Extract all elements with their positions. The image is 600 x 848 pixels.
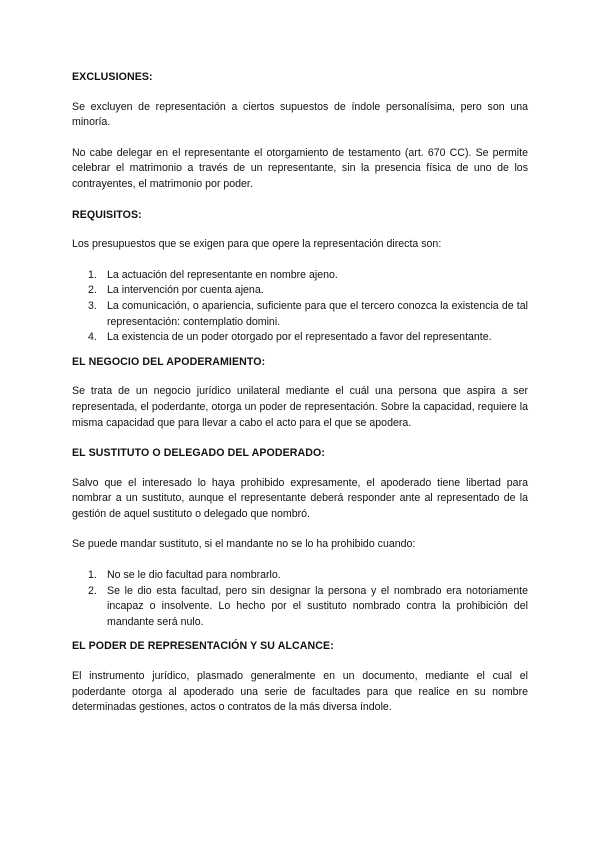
section-negocio-apoderamiento (72, 355, 528, 431)
list-item (88, 584, 528, 631)
section-heading: REQUISITOS: (72, 208, 142, 221)
list-number: 1. (88, 569, 97, 582)
paragraph: Se trata de un negocio jurídico unilateral mediante el cuál una persona que aspira a ser representada, el poderdante, otorga un poder de representación. Sobre la capacidad, requiere la misma capacidad que para llevar a cabo el acto para el que se apodera. (72, 385, 528, 429)
list-item (88, 268, 528, 284)
section-heading: EL SUSTITUTO O DELEGADO DEL APODERADO: (72, 447, 325, 460)
section-heading: EXCLUSIONES: (72, 71, 153, 83)
list-number: 4. (88, 331, 97, 344)
list-item-text: La comunicación, o apariencia, suficiente para que el tercero conozca la existencia de tal representación: contemplatio domini. (107, 299, 528, 328)
numbered-list (72, 568, 528, 630)
paragraph: Se puede mandar sustituto, si el mandante no se lo ha prohibido cuando: (72, 538, 416, 551)
section-exclusiones (72, 70, 528, 193)
section-heading: EL PODER DE REPRESENTACIÓN Y SU ALCANCE: (72, 640, 334, 653)
paragraph: Salvo que el interesado lo haya prohibido expresamente, el apoderado tiene libertad para nombrar a un sustituto, aunque el representante deberá responder ante al representado de la gestión de aquel sustituto o delegado que nombró. (72, 476, 528, 520)
numbered-list (72, 268, 528, 346)
paragraph: Los presupuestos que se exigen para que opere la representación directa son: (72, 238, 442, 251)
list-item (88, 568, 528, 584)
list-item (88, 283, 528, 299)
paragraph: No cabe delegar en el representante el otorgamiento de testamento (art. 670 CC). Se permite celebrar el matrimonio a través de un representante, sin la presencia física de uno de los contrayentes, el matrimonio por poder. (72, 146, 528, 190)
list-item (88, 330, 528, 346)
paragraph: Se excluyen de representación a ciertos supuestos de índole personalísima, pero son una minoría. (72, 100, 528, 129)
list-item (88, 299, 528, 330)
list-number: 2. (88, 584, 97, 597)
list-item-text: La actuación del representante en nombre ajeno. (107, 268, 338, 281)
list-item-text: No se le dio facultad para nombrarlo. (107, 569, 281, 582)
list-item-text: Se le dio esta facultad, pero sin designar la persona y el nombrado era notoriamente incapaz o insolvente. Lo hecho por el sustituto nombrado contra la prohibición del mandante será nulo. (107, 584, 528, 628)
list-item-text: La intervención por cuenta ajena. (107, 284, 264, 297)
list-number: 2. (88, 284, 97, 297)
section-heading: EL NEGOCIO DEL APODERAMIENTO: (72, 355, 266, 368)
section-poder-representacion (72, 639, 528, 715)
paragraph: El instrumento jurídico, plasmado generalmente en un documento, mediante el cual el poderdante otorga al apoderado una serie de facultades para que realice en su nombre determinadas gestiones, actos o contratos de la más diversa índole. (72, 670, 528, 714)
list-number: 3. (88, 299, 97, 312)
list-item-text: La existencia de un poder otorgado por el representado a favor del representante. (107, 331, 492, 344)
section-sustituto-delegado (72, 446, 528, 630)
document-page (72, 70, 528, 731)
section-requisitos (72, 208, 528, 346)
list-number: 1. (88, 268, 97, 281)
